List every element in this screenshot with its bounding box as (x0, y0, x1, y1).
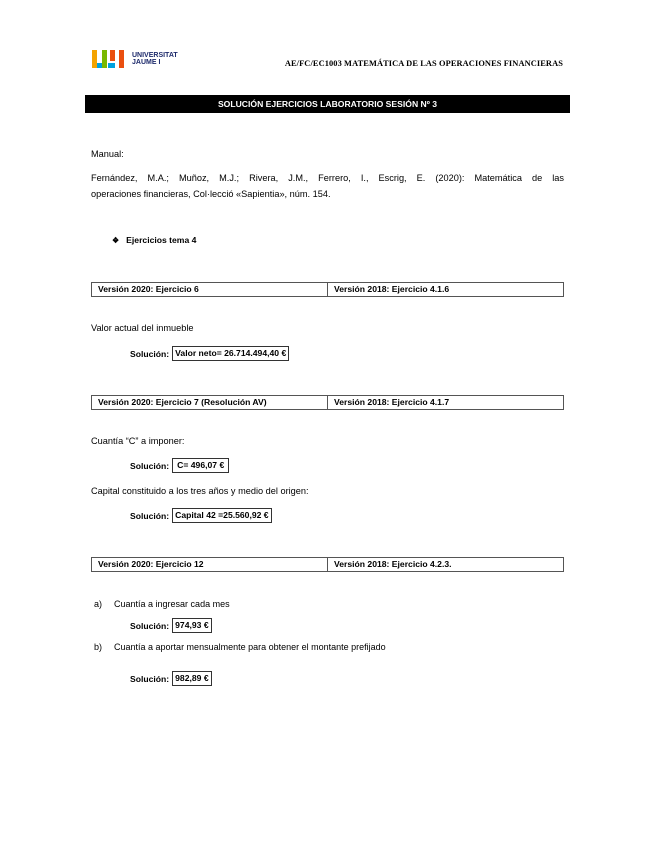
version-2020-cell: Versión 2020: Ejercicio 12 (92, 558, 328, 571)
solution-line (130, 346, 289, 361)
list-item-b (94, 642, 386, 652)
diamond-bullet-icon: ❖ (112, 235, 120, 245)
solution-line (130, 618, 212, 633)
uji-logo-mark (92, 50, 126, 68)
course-header: AE/FC/EC1003 MATEMÁTICA DE LAS OPERACIONES FINANCIERAS (284, 59, 563, 68)
version-2020-cell: Versión 2020: Ejercicio 6 (92, 283, 328, 296)
solution-value: C= 496,07 € (172, 458, 229, 473)
section-label: Ejercicios tema 4 (126, 235, 197, 245)
solution-label: Solución: (130, 460, 170, 471)
logo-text-line2: JAUME I (132, 59, 161, 66)
solution-line (130, 508, 272, 523)
manual-reference-line1: Fernández, M.A.; Muñoz, M.J.; Rivera, J.M., Ferrero, I., Escrig, E. (2020): Matemática de las (91, 173, 564, 183)
solution-value: 974,93 € (172, 618, 211, 633)
version-table-ex12 (91, 557, 564, 572)
solution-value: 982,89 € (172, 671, 211, 686)
manual-reference-line2: operaciones financieras, Col·lecció «Sapientia», núm. 154. (91, 189, 331, 199)
list-marker: a) (94, 599, 103, 609)
university-logo (92, 49, 192, 69)
version-2018-cell: Versión 2018: Ejercicio 4.1.6 (334, 284, 450, 294)
version-2020-cell: Versión 2020: Ejercicio 7 (Resolución AV) (92, 396, 328, 409)
solution-value: Valor neto= 26.714.494,40 € (172, 346, 289, 361)
question-text: Cuantía “C” a imponer: (91, 436, 185, 446)
solution-value: Capital 42 =25.560,92 € (172, 508, 271, 523)
solution-label: Solución: (130, 348, 170, 359)
version-2018-cell: Versión 2018: Ejercicio 4.1.7 (334, 397, 450, 407)
solution-line (130, 458, 229, 473)
page-title: SOLUCIÓN EJERCICIOS LABORATORIO SESIÓN Nº 3 (85, 95, 570, 113)
version-table-ex6 (91, 282, 564, 297)
question-text: Valor actual del inmueble (91, 323, 194, 333)
solution-label: Solución: (130, 510, 170, 521)
logo-text-line1: UNIVERSITAT (132, 52, 178, 59)
list-text: Cuantía a aportar mensualmente para obtener el montante prefijado (114, 642, 386, 652)
list-text: Cuantía a ingresar cada mes (114, 599, 230, 609)
manual-label: Manual: (91, 149, 124, 159)
question-text: Capital constituido a los tres años y medio del origen: (91, 486, 309, 496)
version-table-ex7 (91, 395, 564, 410)
solution-label: Solución: (130, 673, 170, 684)
list-marker: b) (94, 642, 103, 652)
list-item-a (94, 599, 230, 609)
solution-line (130, 671, 212, 686)
version-2018-cell: Versión 2018: Ejercicio 4.2.3. (334, 559, 452, 569)
solution-label: Solución: (130, 620, 170, 631)
section-heading (112, 235, 196, 245)
